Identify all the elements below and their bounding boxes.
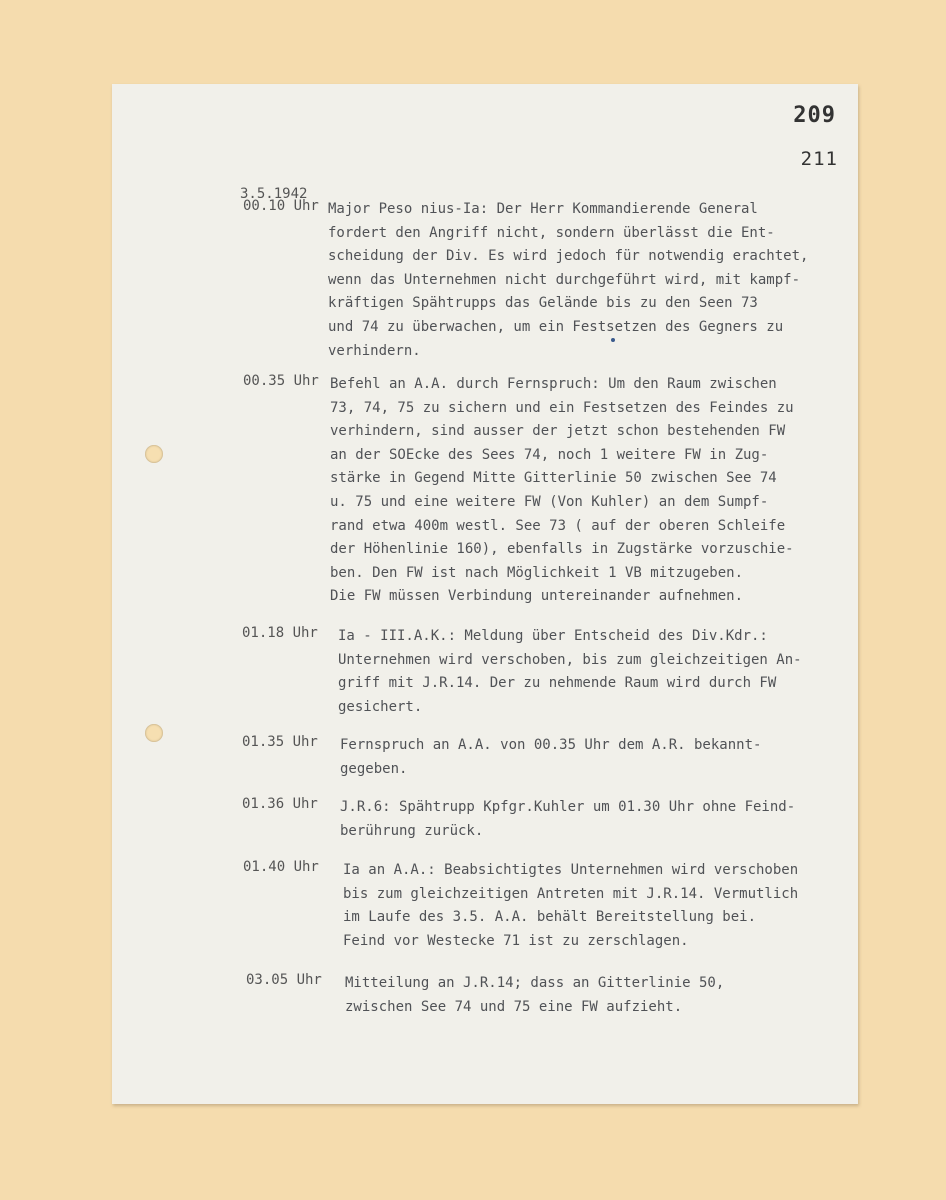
entry-time: 01.40 Uhr [243, 859, 319, 875]
entry-text: J.R.6: Spähtrupp Kpfgr.Kuhler um 01.30 Uhr ohne Feind- berührung zurück. [340, 799, 796, 839]
punch-hole [145, 445, 163, 463]
entry-time: 01.18 Uhr [242, 625, 318, 641]
entry-time: 01.36 Uhr [242, 796, 318, 812]
entry-text: Ia - III.A.K.: Meldung über Entscheid des Div.Kdr.: Unternehmen wird verschoben, bis zum gleichzeitigen An- griff mit J.R.14. Der zu nehmende Raum wird durch FW gesichert. [338, 628, 802, 715]
entry-text: Ia an A.A.: Beabsichtigtes Unternehmen wird verschoben bis zum gleichzeitigen Antreten mit J.R.14. Vermutlich im Laufe des 3.5. A.A. behält Bereitstellung bei. Feind vor Westecke 71 ist zu zerschlagen. [343, 862, 799, 949]
entry-date: 3.5.1942 [240, 186, 308, 202]
entry-text: Major Peso nius-Ia: Der Herr Kommandierende General fordert den Angriff nicht, sondern überlässt die Ent- scheidung der Div. Es wird jedoch für notwendig erachtet, wenn das Unternehmen nicht durchgeführt wird, mit kampf- kräftigen Spähtrupps das Gelände bis zu den Seen 73 und 74 zu überwachen, um ein Festsetzen des Gegners zu verhindern. [328, 201, 809, 359]
page-number-stamped: 211 [800, 148, 838, 170]
entry-time: 00.10 Uhr [243, 198, 319, 214]
entry-time: 00.35 Uhr [243, 373, 319, 389]
entry-text: Fernspruch an A.A. von 00.35 Uhr dem A.R. bekannt- gegeben. [340, 737, 762, 777]
entry-time: 01.35 Uhr [242, 734, 318, 750]
entry-text: Befehl an A.A. durch Fernspruch: Um den Raum zwischen 73, 74, 75 zu sichern und ein Festsetzen des Feindes zu verhindern, sind ausser der jetzt schon bestehenden FW an der SOEcke des Sees 74, noch 1 weitere FW in Zug- stärke in Gegend Mitte Gitterlinie 50 zwischen See 74 u. 75 und eine weitere FW (Von Kuhler) an dem Sumpf- rand etwa 400m westl. See 73 ( auf der oberen Schleife der Höhenlinie 160), ebenfalls in Zugstärke vorzuschie- ben. Den FW ist nach Möglichkeit 1 VB mitzugeben. Die FW müssen Verbindung untereinander aufnehmen. [330, 376, 794, 605]
entry-text: Mitteilung an J.R.14; dass an Gitterlinie 50, zwischen See 74 und 75 eine FW aufzieht. [345, 975, 725, 1015]
ink-mark [611, 338, 615, 342]
page-number-typed: 209 [793, 103, 836, 128]
punch-hole [145, 724, 163, 742]
entry-time: 03.05 Uhr [246, 972, 322, 988]
